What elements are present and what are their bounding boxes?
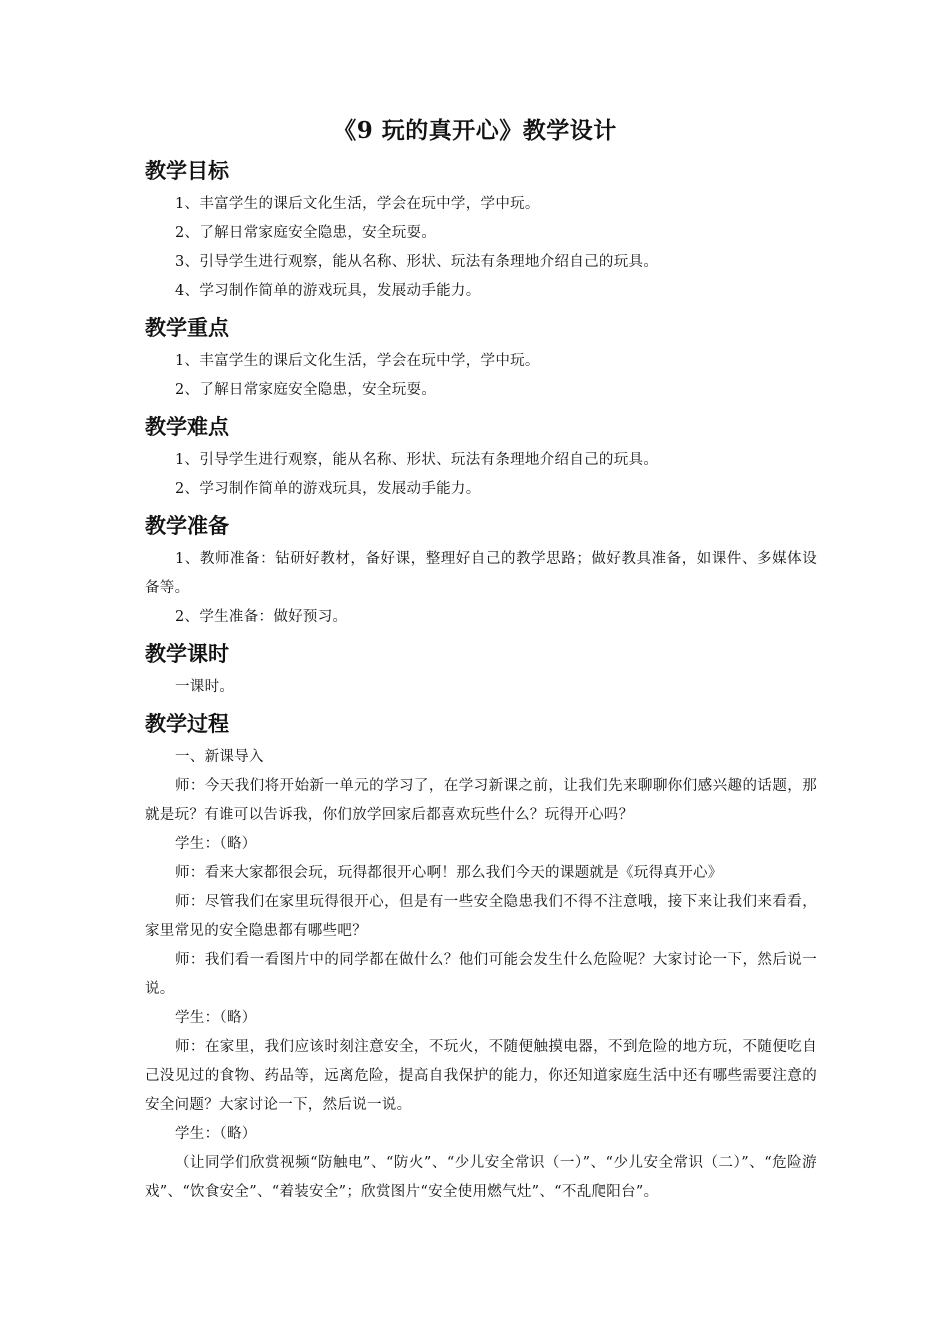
paragraph: 1、引导学生进行观察，能从名称、形状、玩法有条理地介绍自己的玩具。 (175, 452, 659, 468)
section-heading: 教学难点 (145, 415, 229, 439)
document-title: 《9 玩的真开心》教学设计 (333, 117, 617, 144)
section-heading: 教学课时 (145, 642, 229, 666)
paragraph: 师：今天我们将开始新一单元的学习了，在学习新课之前，让我们先来聊聊你们感兴趣的话题，那就是玩？有谁可以告诉我，你们放学回家后都喜欢玩些什么？玩得开心吗？ (145, 778, 817, 823)
section-teaching-process (145, 705, 817, 1207)
section-heading: 教学重点 (145, 316, 229, 340)
section-difficulties (145, 408, 817, 504)
paragraph: 2、学生准备：做好预习。 (175, 609, 348, 625)
section-teaching-goals (145, 152, 817, 306)
paragraph: 学生：（略） (175, 836, 257, 852)
paragraph: 1、丰富学生的课后文化生活，学会在玩中学，学中玩。 (175, 353, 540, 369)
paragraph: 2、学习制作简单的游戏玩具，发展动手能力。 (175, 481, 481, 497)
section-preparation (145, 507, 817, 632)
paragraph: 3、引导学生进行观察，能从名称、形状、玩法有条理地介绍自己的玩具。 (175, 254, 659, 270)
paragraph: 1、教师准备：钻研好教材，备好课，整理好自己的教学思路；做好教具准备，如课件、多媒体设备等。 (145, 551, 817, 596)
paragraph: 2、了解日常家庭安全隐患，安全玩耍。 (175, 382, 437, 398)
paragraph: 一课时。 (175, 679, 235, 695)
paragraph: 一、新课导入 (175, 749, 264, 765)
section-heading: 教学过程 (145, 712, 229, 736)
section-key-points (145, 309, 817, 405)
paragraph: 学生：（略） (175, 1126, 257, 1142)
paragraph: 师：看来大家都很会玩，玩得都很开心啊！那么我们今天的课题就是《玩得真开心》 (175, 865, 723, 881)
paragraph: 4、学习制作简单的游戏玩具，发展动手能力。 (175, 283, 481, 299)
paragraph: 学生：（略） (175, 1010, 257, 1026)
document-body (145, 152, 817, 1207)
section-heading: 教学准备 (145, 514, 229, 538)
paragraph: （让同学们欣赏视频“防触电”、“防火”、“少儿安全常识（一）”、“少儿安全常识（二）”、“危险游戏”、“饮食安全”、“着装安全”；欣赏图片“安全使用燃气灶”、“不乱爬阳台”。 (145, 1155, 817, 1200)
section-heading: 教学目标 (145, 159, 229, 183)
paragraph: 2、了解日常家庭安全隐患，安全玩耍。 (175, 225, 437, 241)
paragraph: 师：我们看一看图片中的同学都在做什么？他们可能会发生什么危险呢？大家讨论一下，然后说一说。 (145, 952, 817, 997)
paragraph: 师：在家里，我们应该时刻注意安全，不玩火，不随便触摸电器，不到危险的地方玩，不随便吃自己没见过的食物、药品等，远离危险，提高自我保护的能力，你还知道家庭生活中还有哪些需要注意的安全问题？大家讨论一下，然后说一说。 (145, 1039, 817, 1113)
section-class-hours (145, 635, 817, 702)
paragraph: 1、丰富学生的课后文化生活，学会在玩中学，学中玩。 (175, 196, 540, 212)
paragraph: 师：尽管我们在家里玩得很开心，但是有一些安全隐患我们不得不注意哦，接下来让我们来看看，家里常见的安全隐患都有哪些吧？ (145, 894, 817, 939)
